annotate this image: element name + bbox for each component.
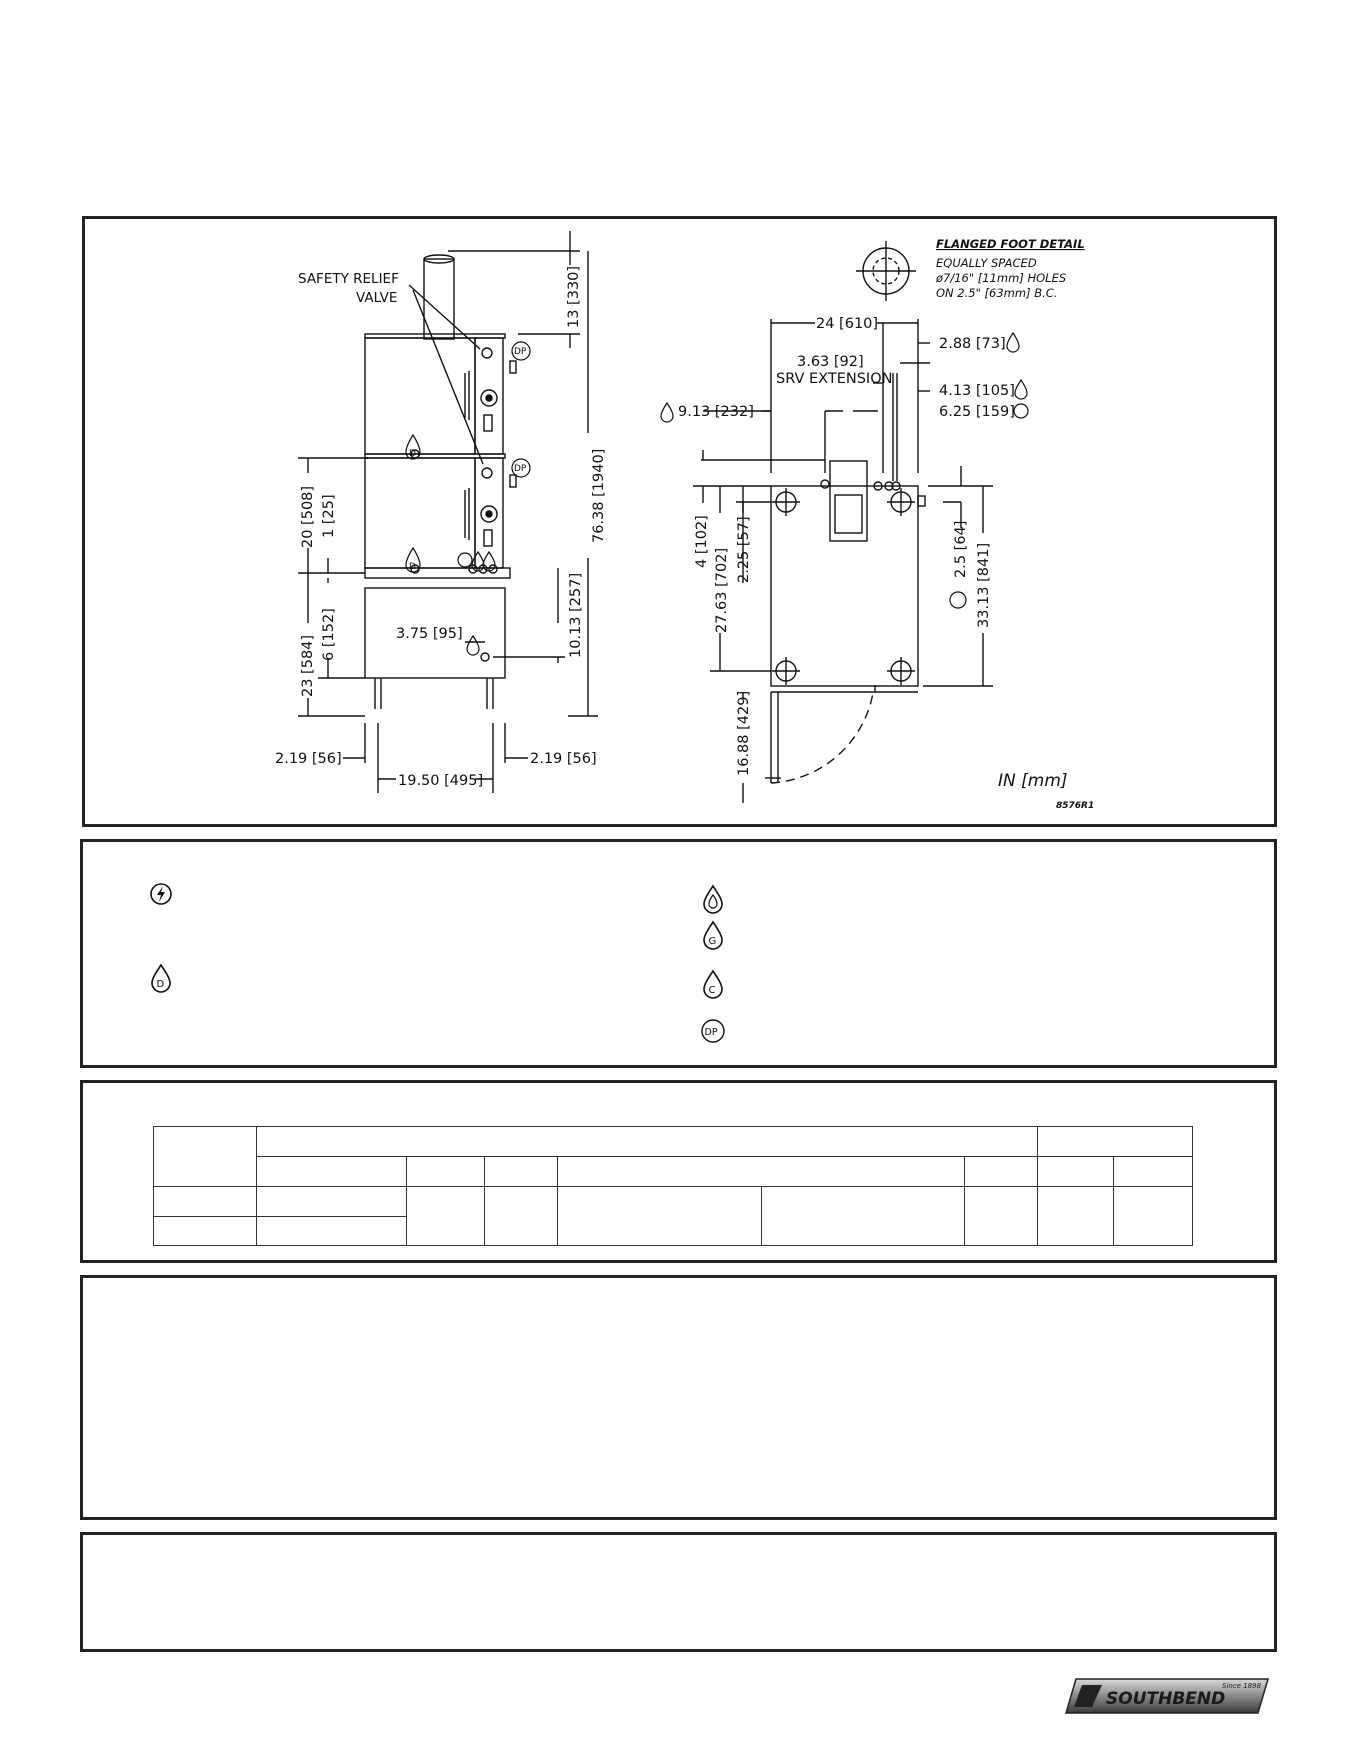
gas-drop-icon bbox=[1015, 380, 1027, 399]
specifications-table bbox=[153, 1126, 1193, 1246]
table-header-cell bbox=[154, 1127, 257, 1187]
safety-relief-label-2: VALVE bbox=[356, 290, 398, 306]
drain-pan-icon bbox=[950, 592, 966, 608]
dimension-drawing bbox=[85, 219, 1274, 824]
electric-icon bbox=[148, 880, 174, 910]
table-cell bbox=[485, 1187, 558, 1246]
dim-16-88: 16.88 [429] bbox=[736, 690, 752, 776]
dim-20: 20 [508] bbox=[300, 485, 316, 548]
table-cell bbox=[1038, 1187, 1114, 1246]
cold-water-icon bbox=[700, 969, 726, 999]
flanged-foot-line2: ø7/16" [11mm] HOLES bbox=[936, 271, 1067, 285]
dim-9-13: 9.13 [232] bbox=[678, 404, 754, 420]
electric-icon bbox=[1014, 404, 1028, 418]
table-header-cell bbox=[1114, 1157, 1193, 1187]
dim-3-63: 3.63 [92] bbox=[797, 354, 864, 370]
flanged-foot-line1: EQUALLY SPACED bbox=[936, 256, 1037, 270]
dim-23: 23 [584] bbox=[300, 634, 316, 697]
brand-name: SOUTHBEND bbox=[1106, 1689, 1226, 1709]
flanged-foot-title: FLANGED FOOT DETAIL bbox=[936, 237, 1085, 251]
southbend-logo bbox=[1062, 1676, 1272, 1716]
dim-4: 4 [102] bbox=[694, 515, 710, 568]
drain-icon bbox=[661, 403, 673, 422]
table-cell bbox=[257, 1217, 407, 1246]
dim-76: 76.38 [1940] bbox=[591, 448, 607, 543]
brand-tagline: Since 1898 bbox=[1222, 1682, 1262, 1690]
drain-pan-icon bbox=[700, 1016, 726, 1046]
drain-pan-letter: DP bbox=[514, 464, 527, 474]
table-cell bbox=[154, 1187, 257, 1217]
dimension-drawing-panel bbox=[82, 216, 1277, 827]
water-supply-icon bbox=[467, 636, 479, 655]
clearances-panel bbox=[80, 1532, 1277, 1652]
table-cell bbox=[257, 1187, 407, 1217]
dim-19-50: 19.50 [495] bbox=[398, 773, 484, 789]
table-cell bbox=[965, 1187, 1038, 1246]
svg-text:C: C bbox=[708, 985, 716, 996]
table-header-cell bbox=[407, 1157, 485, 1187]
utility-legend-panel bbox=[80, 839, 1277, 1068]
dim-2-19-left: 2.19 [56] bbox=[275, 751, 342, 767]
dim-24: 24 [610] bbox=[816, 316, 879, 332]
table-header-cell bbox=[485, 1157, 558, 1187]
dim-6-25: 6.25 [159] bbox=[939, 404, 1015, 420]
dim-1: 1 [25] bbox=[321, 494, 337, 538]
drawing-number: 8576R1 bbox=[1056, 801, 1095, 811]
table-cell bbox=[154, 1217, 257, 1246]
dim-2-5: 2.5 [64] bbox=[953, 520, 969, 578]
safety-relief-label-1: SAFETY RELIEF bbox=[298, 271, 399, 287]
dim-3-75: 3.75 [95] bbox=[396, 626, 463, 642]
dim-2-25: 2.25 [57] bbox=[736, 516, 752, 583]
table-header-cell bbox=[257, 1127, 1038, 1157]
table-cell bbox=[762, 1187, 965, 1246]
dim-4-13: 4.13 [105] bbox=[939, 383, 1015, 399]
electric-icon bbox=[458, 553, 472, 567]
upper-compartment bbox=[365, 338, 475, 454]
drain-icon bbox=[148, 963, 174, 993]
table-header-cell bbox=[558, 1157, 965, 1187]
table-header-cell bbox=[1038, 1157, 1114, 1187]
drain-pan-letter: DP bbox=[514, 347, 527, 357]
specifications-table-panel bbox=[80, 1080, 1277, 1263]
foot-crosshairs bbox=[772, 488, 915, 685]
svg-text:D: D bbox=[156, 979, 165, 990]
svg-text:G: G bbox=[708, 936, 717, 947]
dim-27-63: 27.63 [702] bbox=[714, 547, 730, 633]
water-icon bbox=[700, 884, 726, 914]
drain-letter: D bbox=[409, 449, 416, 459]
table-cell bbox=[407, 1187, 485, 1246]
table-header-cell bbox=[965, 1157, 1038, 1187]
dim-10-13: 10.13 [257] bbox=[568, 572, 584, 658]
dim-13: 13 [330] bbox=[566, 265, 582, 328]
dim-2-19-right: 2.19 [56] bbox=[530, 751, 597, 767]
flanged-foot-line3: ON 2.5" [63mm] B.C. bbox=[936, 286, 1058, 300]
dim-6: 6 [152] bbox=[321, 608, 337, 661]
cold-water-icon bbox=[1007, 333, 1019, 352]
plan-outline bbox=[771, 486, 918, 686]
table-cell bbox=[1114, 1187, 1193, 1246]
lower-compartment bbox=[365, 458, 475, 568]
srv-extension-label: SRV EXTENSION bbox=[776, 371, 893, 387]
drain-letter: D bbox=[409, 562, 416, 572]
dim-2-88: 2.88 [73] bbox=[939, 336, 1006, 352]
units-label: IN [mm] bbox=[998, 771, 1068, 791]
svg-text:DP: DP bbox=[704, 1027, 718, 1038]
table-header-cell bbox=[1038, 1127, 1193, 1157]
table-header-cell bbox=[257, 1157, 407, 1187]
table-row bbox=[154, 1187, 1193, 1217]
gas-icon bbox=[700, 920, 726, 950]
table-cell bbox=[558, 1187, 762, 1246]
notes-panel bbox=[80, 1275, 1277, 1520]
dim-33-13: 33.13 [841] bbox=[976, 542, 992, 628]
